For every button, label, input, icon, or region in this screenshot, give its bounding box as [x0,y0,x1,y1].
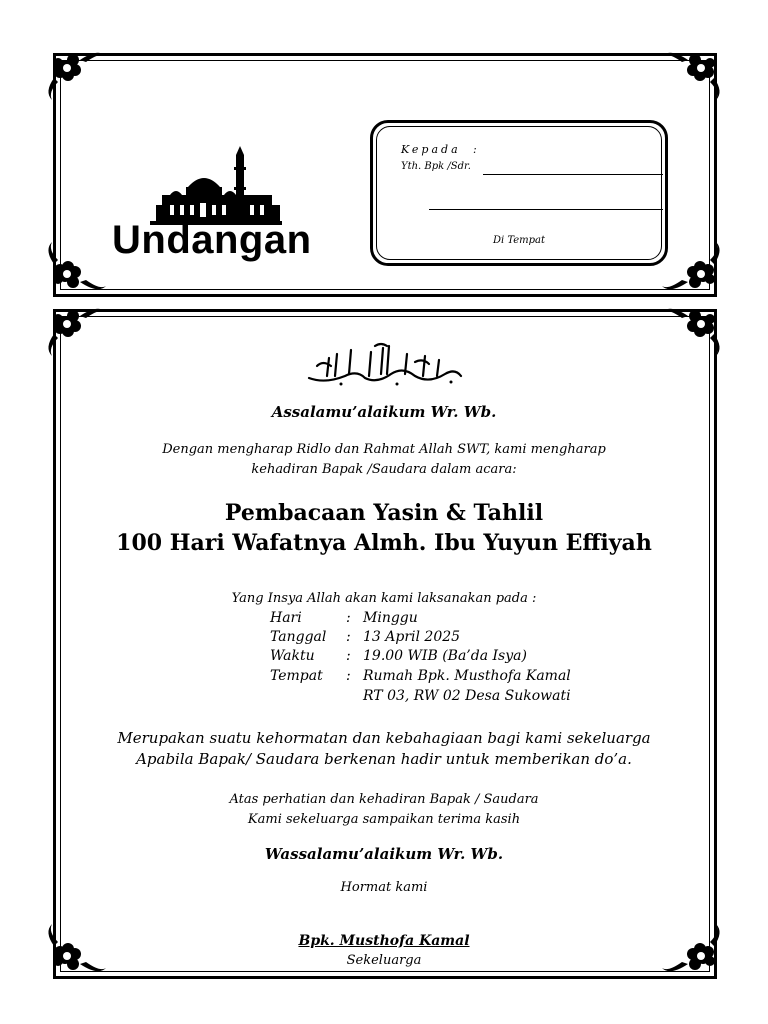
detail-value-time: 19.00 WIB (Ba’da Isya) [363,648,527,664]
kepada-label: Kepada [401,143,461,156]
detail-colon: : [346,668,351,684]
schedule-intro: Yang Insya Allah akan kami laksanakan pada : [231,591,537,606]
flower-ornament-icon [40,922,110,982]
signer-role: Sekeluarga [346,953,422,968]
event-title-line-1: Pembacaan Yasin & Tahlil [224,500,544,526]
intro-line-1: Dengan mengharap Ridlo dan Rahmat Allah SWT, kami mengharap [162,442,606,457]
bismillah-calligraphy-icon [305,340,465,390]
address-box [370,120,668,266]
detail-label-date: Tanggal [270,629,327,645]
flower-ornament-icon [40,42,110,102]
recipient-line [483,174,663,175]
flower-ornament-icon [658,298,728,358]
detail-colon: : [346,610,351,626]
address-line [429,209,663,210]
invitation-title: Undangan [112,218,312,262]
regards: Hormat kami [340,880,428,895]
signer-name-wrap [0,933,768,949]
detail-value-date: 13 April 2025 [363,629,461,645]
event-title-line-2: 100 Hari Wafatnya Almh. Ibu Yuyun Effiyah [116,530,652,556]
detail-label-day: Hari [270,610,302,626]
detail-label-time: Waktu [270,648,315,664]
kepada-colon: : [473,143,477,156]
di-tempat-label: Di Tempat [492,235,546,246]
flower-ornament-icon [658,240,728,300]
flower-ornament-icon [658,922,728,982]
detail-colon: : [346,648,351,664]
thanks-line-2: Kami sekeluarga sampaikan terima kasih [247,812,521,827]
address-box-inner [376,126,662,260]
detail-value-place: Rumah Bpk. Musthofa Kamal [363,668,571,684]
detail-value-place-line-2: RT 03, RW 02 Desa Sukowati [363,688,571,704]
flower-ornament-icon [658,42,728,102]
thanks-line-1: Atas perhatian dan kehadiran Bapak / Saudara [229,792,539,807]
detail-colon: : [346,629,351,645]
flower-ornament-icon [40,298,110,358]
detail-value-day: Minggu [363,610,418,626]
honor-line-1: Merupakan suatu kehormatan dan kebahagiaan bagi kami sekeluarga [117,729,651,747]
detail-label-place: Tempat [270,668,323,684]
honor-line-2: Apabila Bapak/ Saudara berkenan hadir untuk memberikan do’a. [136,750,632,768]
signer-name: Bpk. Musthofa Kamal [298,933,470,949]
recipient-label: Yth. Bpk /Sdr. [401,161,471,172]
intro-line-2: kehadiran Bapak /Saudara dalam acara: [251,462,517,477]
mosque-icon [150,145,282,227]
closing-greeting: Wassalamu’alaikum Wr. Wb. [264,845,504,863]
flower-ornament-icon [40,240,110,300]
greeting: Assalamu’alaikum Wr. Wb. [271,403,497,421]
